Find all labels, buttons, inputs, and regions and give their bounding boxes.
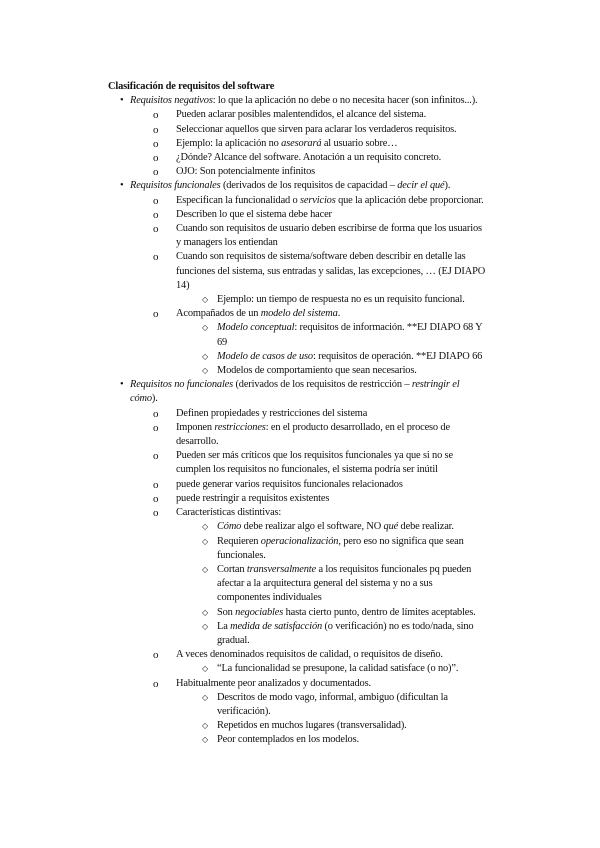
circle-marker: o [153, 677, 159, 690]
circle-marker: o [153, 194, 159, 207]
sublist [184, 662, 488, 676]
section-label: Requisitos funcionales [130, 180, 221, 192]
sublist [146, 108, 488, 179]
list-item [146, 137, 488, 151]
sublist [184, 293, 488, 307]
item-text: Definen propiedades y restricciones del sistema [176, 407, 368, 419]
item-text: puede generar varios requisitos funcionales relacionados [176, 478, 403, 490]
bullet-marker: • [120, 180, 124, 192]
circle-marker: o [153, 123, 159, 136]
sublist [184, 691, 488, 748]
list-item [146, 492, 488, 506]
item-text: puede restringir a requisitos existentes [176, 492, 330, 504]
circle-marker: o [153, 492, 159, 505]
item-text: A veces denominados requisitos de calidad, o requisitos de diseño. [176, 649, 443, 661]
item-text: , pero eso no significa que sean funcionales. [217, 535, 464, 561]
list-item [146, 421, 488, 449]
circle-marker: o [153, 166, 159, 179]
list-item [184, 620, 488, 648]
list-item [184, 520, 488, 534]
circle-marker: o [153, 478, 159, 491]
section-text: (derivados de los requisitos de capacidad – [220, 180, 398, 192]
item-text: hasta cierto punto, dentro de límites aceptables. [283, 606, 476, 618]
item-text: : requisitos de operación. **EJ DIAPO 66 [312, 350, 483, 362]
section-functional-requirements [108, 179, 488, 378]
list-item [146, 108, 488, 122]
list-item [146, 478, 488, 492]
item-text: Requieren [217, 535, 261, 547]
list-item [146, 165, 488, 179]
item-text: Imponen [176, 421, 215, 433]
sublist [184, 520, 488, 648]
section-negative-requirements [108, 94, 488, 179]
item-text: al usuario sobre… [321, 137, 398, 149]
item-emphasis: restricciones [214, 421, 266, 433]
item-text: Habitualmente peor analizados y documentados. [176, 677, 371, 689]
list-item [184, 293, 488, 307]
item-text: Cuando son requisitos de usuario deben escribirse de forma que los usuarios y managers los entiendan [176, 223, 482, 249]
item-emphasis: operacionalización [260, 535, 339, 547]
list-item [146, 677, 488, 748]
item-text: Describen lo que el sistema debe hacer [176, 208, 332, 220]
section-text: (derivados de los requisitos de restricción – [233, 379, 412, 391]
item-text: (o verificación) no es todo/nada, sino gradual. [217, 620, 474, 646]
list-item [146, 222, 488, 250]
main-list [108, 94, 488, 747]
item-text: Son [217, 606, 236, 618]
item-text: OJO: Son potencialmente infinitos [176, 166, 316, 178]
list-item [146, 151, 488, 165]
section-label: Requisitos negativos [130, 95, 213, 107]
item-text: “La funcionalidad se presupone, la calidad satisface (o no)”. [217, 663, 459, 675]
circle-marker: o [153, 421, 159, 434]
circle-marker: o [153, 223, 159, 236]
item-text: que la aplicación debe proporcionar. [335, 194, 484, 206]
diamond-marker: ◇ [202, 564, 209, 574]
diamond-marker: ◇ [202, 692, 209, 702]
item-text: Cortan [217, 563, 247, 575]
sublist [146, 407, 488, 748]
diamond-marker: ◇ [202, 522, 209, 532]
list-item [184, 733, 488, 747]
list-item [184, 364, 488, 378]
section-emphasis: decir el qué [397, 180, 445, 192]
item-emphasis: medida de satisfacción [230, 620, 323, 632]
bullet-marker: • [120, 379, 124, 391]
diamond-marker: ◇ [202, 536, 209, 546]
list-item [184, 321, 488, 349]
bullet-marker: • [120, 95, 124, 107]
circle-marker: o [153, 649, 159, 662]
item-text: Seleccionar aquellos que sirven para aclarar los verdaderos requisitos. [176, 123, 457, 135]
list-item [184, 691, 488, 719]
item-emphasis: Modelo de casos de uso [217, 350, 313, 362]
diamond-marker: ◇ [202, 295, 209, 305]
circle-marker: o [153, 109, 159, 122]
circle-marker: o [153, 137, 159, 150]
diamond-marker: ◇ [202, 721, 209, 731]
item-text: La [217, 620, 231, 632]
item-text: Modelos de comportamiento que sean necesarios. [217, 365, 417, 377]
list-item [146, 648, 488, 676]
item-text: Acompañados de un [176, 308, 261, 320]
list-item [146, 449, 488, 477]
item-emphasis: Modelo conceptual [217, 322, 295, 334]
list-item [146, 506, 488, 648]
item-text: Ejemplo: un tiempo de respuesta no es un requisito funcional. [217, 294, 465, 306]
section-label: Requisitos no funcionales [130, 379, 234, 391]
item-text: Descritos de modo vago, informal, ambiguo (dificultan la verificación). [217, 691, 448, 717]
item-text: Cuando son requisitos de sistema/software deben describir en detalle las funciones del sistema, sus entradas y salidas, las excepciones, … (EJ DIAPO 14) [176, 251, 486, 291]
item-text: ¿Dónde? Alcance del software. Anotación a un requisito concreto. [176, 152, 442, 164]
list-item [146, 194, 488, 208]
item-text: . [337, 308, 341, 320]
item-text: Especifican la funcionalidad o [176, 194, 301, 206]
circle-marker: o [153, 308, 159, 321]
item-emphasis: asesorará [281, 137, 322, 149]
circle-marker: o [153, 152, 159, 165]
circle-marker: o [153, 450, 159, 463]
sublist [146, 194, 488, 379]
item-emphasis: negociables [235, 606, 284, 618]
diamond-marker: ◇ [202, 366, 209, 376]
document-title: Clasificación de requisitos del software [108, 81, 275, 92]
section-emphasis: restringir el cómo [130, 379, 460, 405]
item-text: Repetidos en muchos lugares (transversalidad). [217, 720, 407, 732]
list-item [146, 307, 488, 378]
section-text: : lo que la aplicación no debe o no necesita hacer (son infinitos...). [212, 95, 478, 107]
item-emphasis: modelo del sistema [260, 308, 338, 320]
item-emphasis: transversalmente [246, 563, 316, 575]
item-text: Pueden aclarar posibles malentendidos, el alcance del sistema. [176, 109, 427, 121]
list-item [146, 250, 488, 307]
document-content [108, 80, 488, 748]
item-text: debe realizar algo el software, NO [241, 521, 384, 533]
item-emphasis: Cómo [217, 521, 242, 533]
list-item [146, 407, 488, 421]
item-emphasis: qué [383, 521, 399, 533]
list-item [184, 563, 488, 606]
item-text: Pueden ser más críticos que los requisitos funcionales ya que si no se cumplen los requisitos no funcionales, el sistema podría ser inútil [176, 450, 453, 476]
item-text: : en el producto desarrollado, en el proceso de desarrollo. [176, 421, 450, 448]
diamond-marker: ◇ [202, 621, 209, 631]
list-item [184, 535, 488, 563]
item-emphasis: servicios [300, 194, 336, 206]
item-text: debe realizar. [398, 521, 454, 533]
list-item [184, 606, 488, 620]
item-text: Ejemplo: la aplicación no [176, 137, 282, 149]
diamond-marker: ◇ [202, 664, 209, 674]
item-text: a los requisitos funcionales pq pueden afectar a la arquitectura general del sistema y no a sus componentes individuales [217, 563, 472, 604]
list-item [184, 350, 488, 364]
item-text: : requisitos de información. **EJ DIAPO 68 Y 69 [217, 322, 483, 348]
item-text: Características distintivas: [176, 507, 282, 519]
section-text: ). [444, 180, 451, 192]
section-text: ). [151, 393, 158, 405]
circle-marker: o [153, 208, 159, 221]
diamond-marker: ◇ [202, 323, 209, 333]
list-item [146, 208, 488, 222]
circle-marker: o [153, 251, 159, 264]
list-item [184, 719, 488, 733]
diamond-marker: ◇ [202, 607, 209, 617]
sublist [184, 321, 488, 378]
circle-marker: o [153, 507, 159, 520]
diamond-marker: ◇ [202, 735, 209, 745]
item-text: Peor contemplados en los modelos. [217, 734, 359, 746]
list-item [184, 662, 488, 676]
diamond-marker: ◇ [202, 351, 209, 361]
section-nonfunctional-requirements [108, 378, 488, 747]
circle-marker: o [153, 407, 159, 420]
list-item [146, 123, 488, 137]
